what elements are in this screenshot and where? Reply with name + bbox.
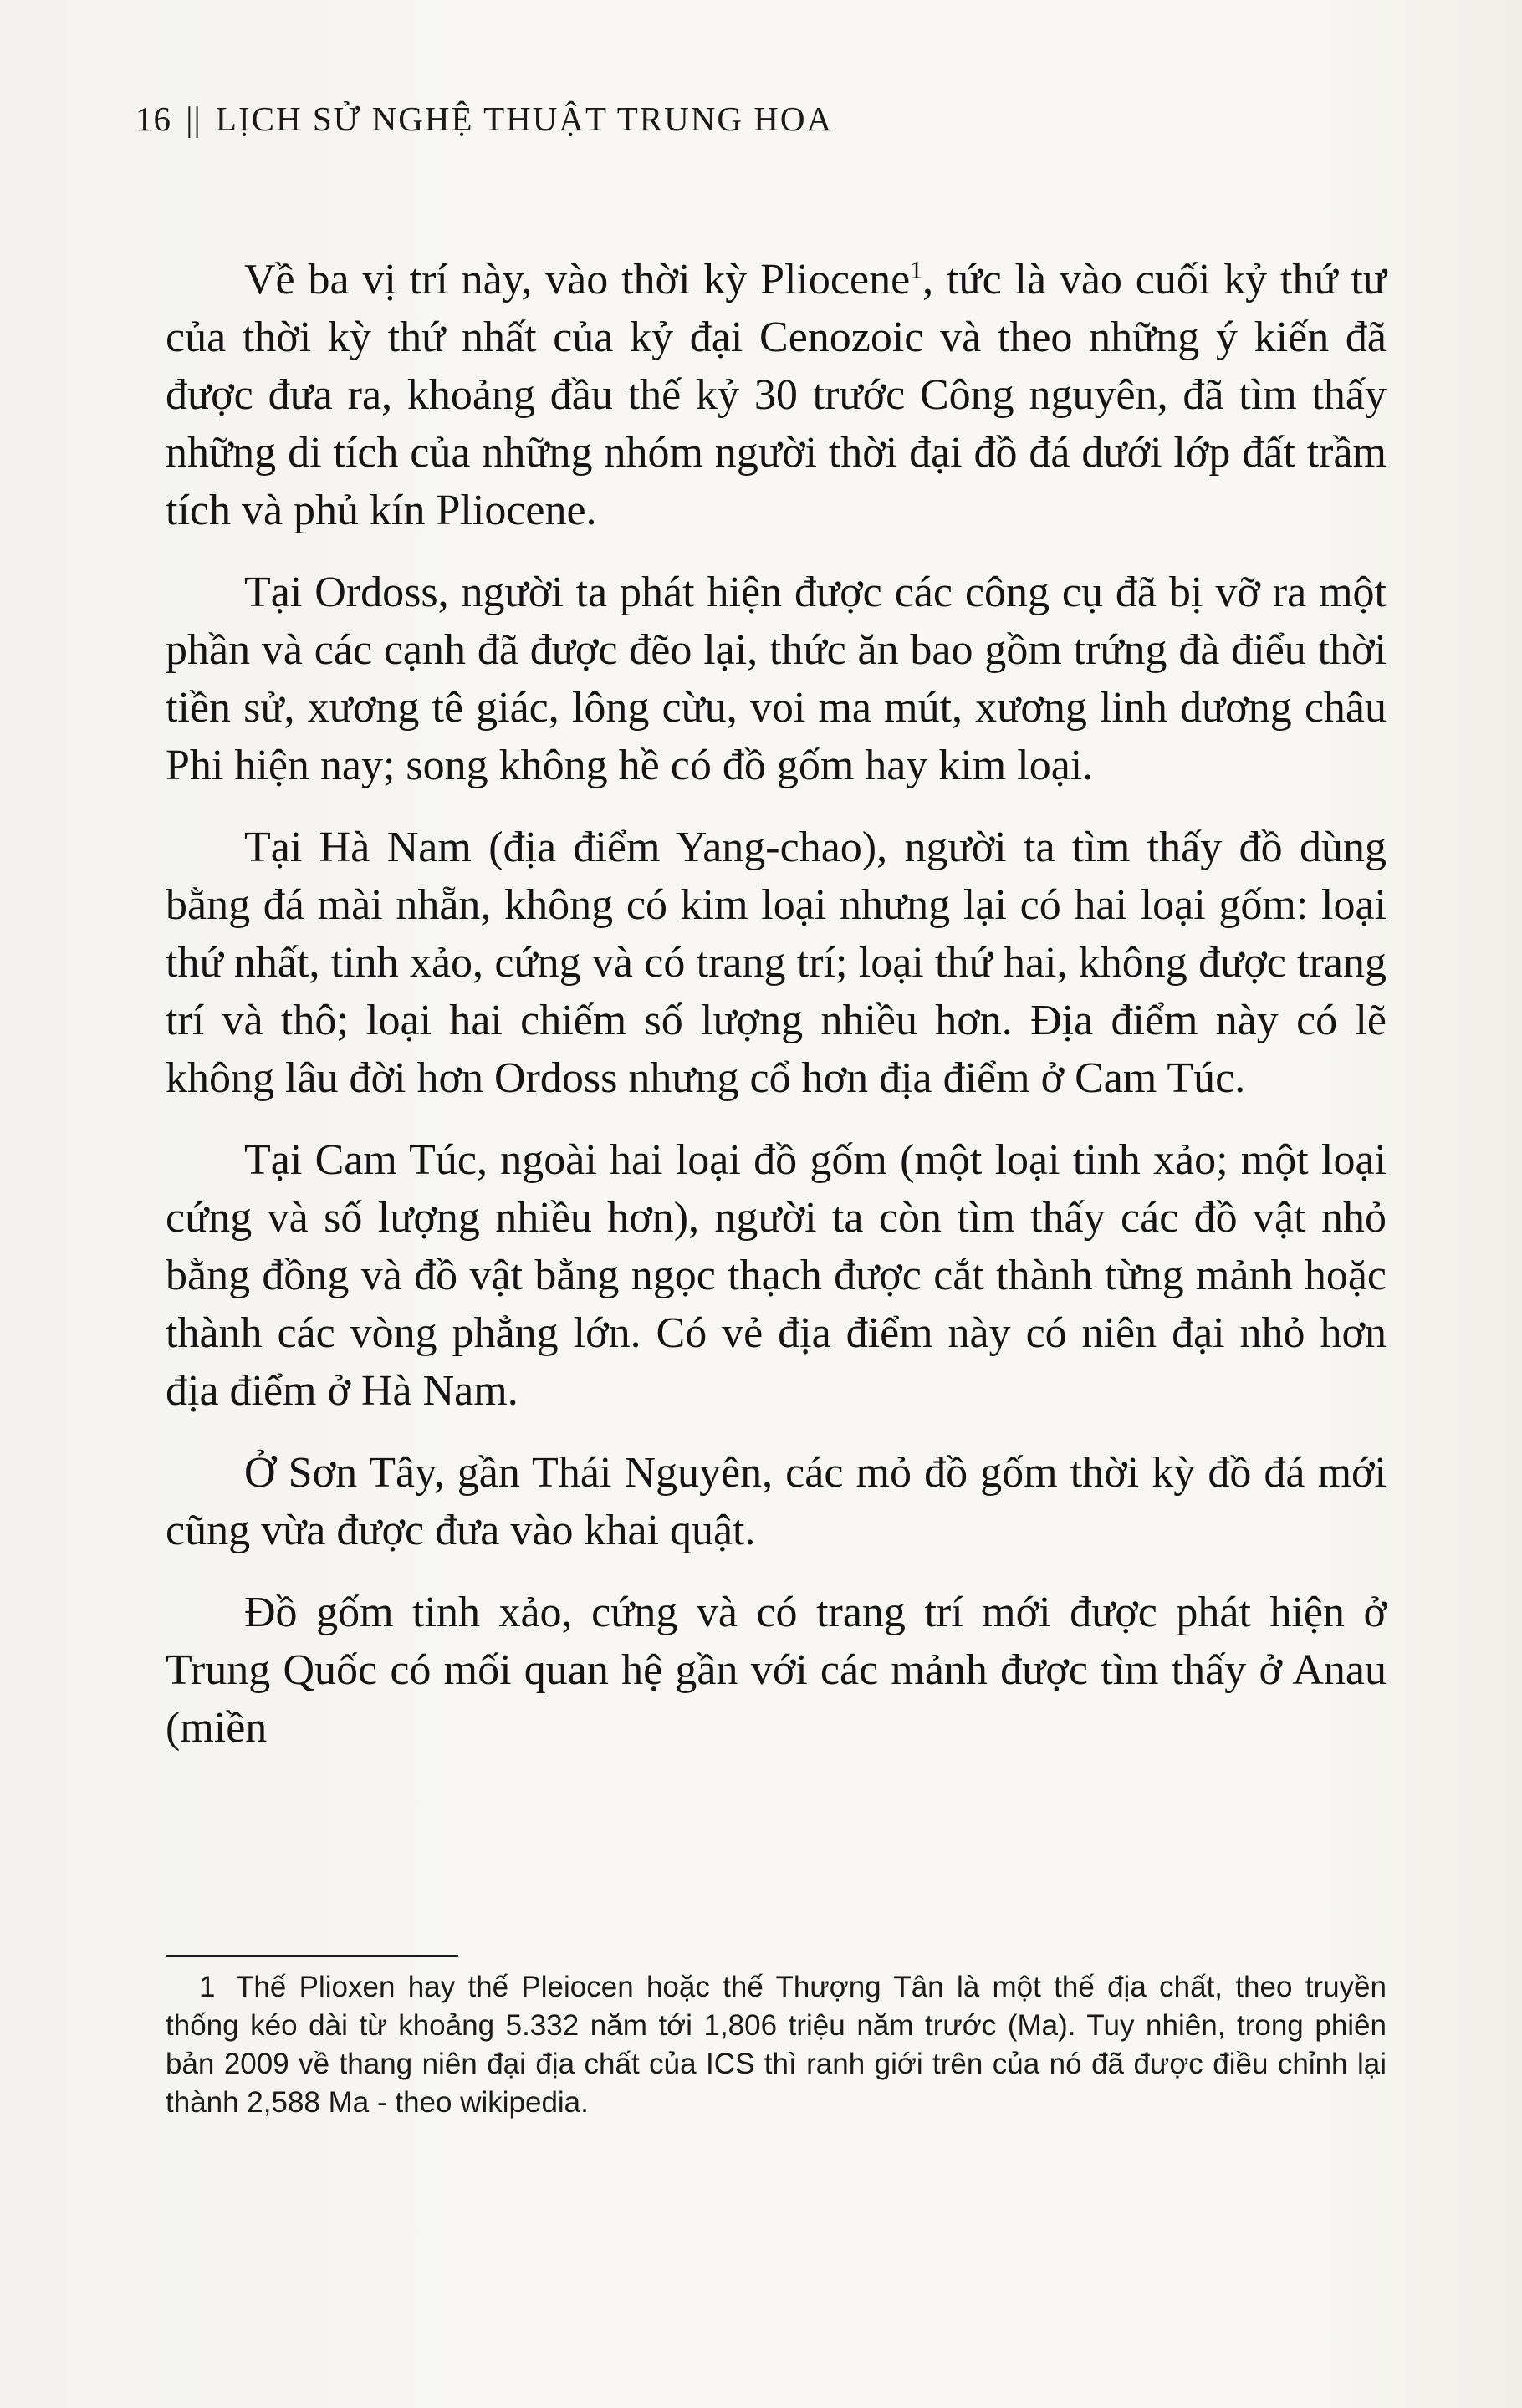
paragraph-6: Đồ gốm tinh xảo, cứng và có trang trí mới được phát hiện ở Trung Quốc có mối quan hệ gần với các mảnh được tìm thấy ở Anau (miền	[166, 1589, 1387, 1752]
paragraph-4: Tại Cam Túc, ngoài hai loại đồ gốm (một loại tinh xảo; một loại cứng và số lượng nhiều hơn), người ta còn tìm thấy các đồ vật nhỏ bằng đồng và đồ vật bằng ngọc thạch được cắt thành từng mảnh hoặc thành các vòng phẳng lớn. Có vẻ địa điểm này có niên đại nhỏ hơn địa điểm ở Hà Nam.	[166, 1136, 1387, 1415]
paragraph-3: Tại Hà Nam (địa điểm Yang-chao), người ta tìm thấy đồ dùng bằng đá mài nhẵn, không có kim loại nhưng lại có hai loại gốm: loại thứ nhất, tinh xảo, cứng và có trang trí; loại thứ hai, không được trang trí và thô; loại hai chiếm số lượng nhiều hơn. Địa điểm này có lẽ không lâu đời hơn Ordoss nhưng cổ hơn địa điểm ở Cam Túc.	[166, 824, 1387, 1102]
paragraph-2: Tại Ordoss, người ta phát hiện được các công cụ đã bị vỡ ra một phần và các cạnh đã được đẽo lại, thức ăn bao gồm trứng đà điểu thời tiền sử, xương tê giác, lông cừu, voi ma mút, xương linh dương châu Phi hiện nay; song không hề có đồ gốm hay kim loại.	[166, 569, 1387, 789]
footnote-number: 1	[199, 1971, 216, 2003]
paragraph-1-rest: , tức là vào cuối kỷ thứ tư của thời kỳ thứ nhất của kỷ đại Cenozoic và theo những ý kiến đã được đưa ra, khoảng đầu thế kỷ 30 trước Công nguyên, đã tìm thấy những di tích của những nhóm người thời đại đồ đá dưới lớp đất trầm tích và phủ kín Pliocene.	[166, 256, 1387, 534]
footnote-reference: 1	[910, 256, 923, 284]
running-head	[135, 99, 833, 139]
body-text	[166, 251, 1387, 1781]
book-title: LỊCH SỬ NGHỆ THUẬT TRUNG HOA	[215, 99, 834, 138]
footnote-text: Thế Plioxen hay thế Pleiocen hoặc thế Thượng Tân là một thế địa chất, theo truyền thống kéo dài từ khoảng 5.332 năm tới 1,806 triệu năm trước (Ma). Tuy nhiên, trong phiên bản 2009 về thang niên đại địa chất của ICS thì ranh giới trên của nó đã được điều chỉnh lại thành 2,588 Ma - theo wikipedia.	[166, 1971, 1387, 2119]
paragraph-1-start: Về ba vị trí này, vào thời kỳ Pliocene	[244, 256, 911, 304]
header-separator: ||	[186, 99, 202, 138]
page-number: 16	[135, 99, 171, 138]
paragraph-1	[166, 251, 1387, 539]
paragraph-5: Ở Sơn Tây, gần Thái Nguyên, các mỏ đồ gốm thời kỳ đồ đá mới cũng vừa được đưa vào khai quật.	[166, 1449, 1387, 1554]
footnote	[166, 1968, 1387, 2122]
footnote-divider	[166, 1955, 458, 1957]
